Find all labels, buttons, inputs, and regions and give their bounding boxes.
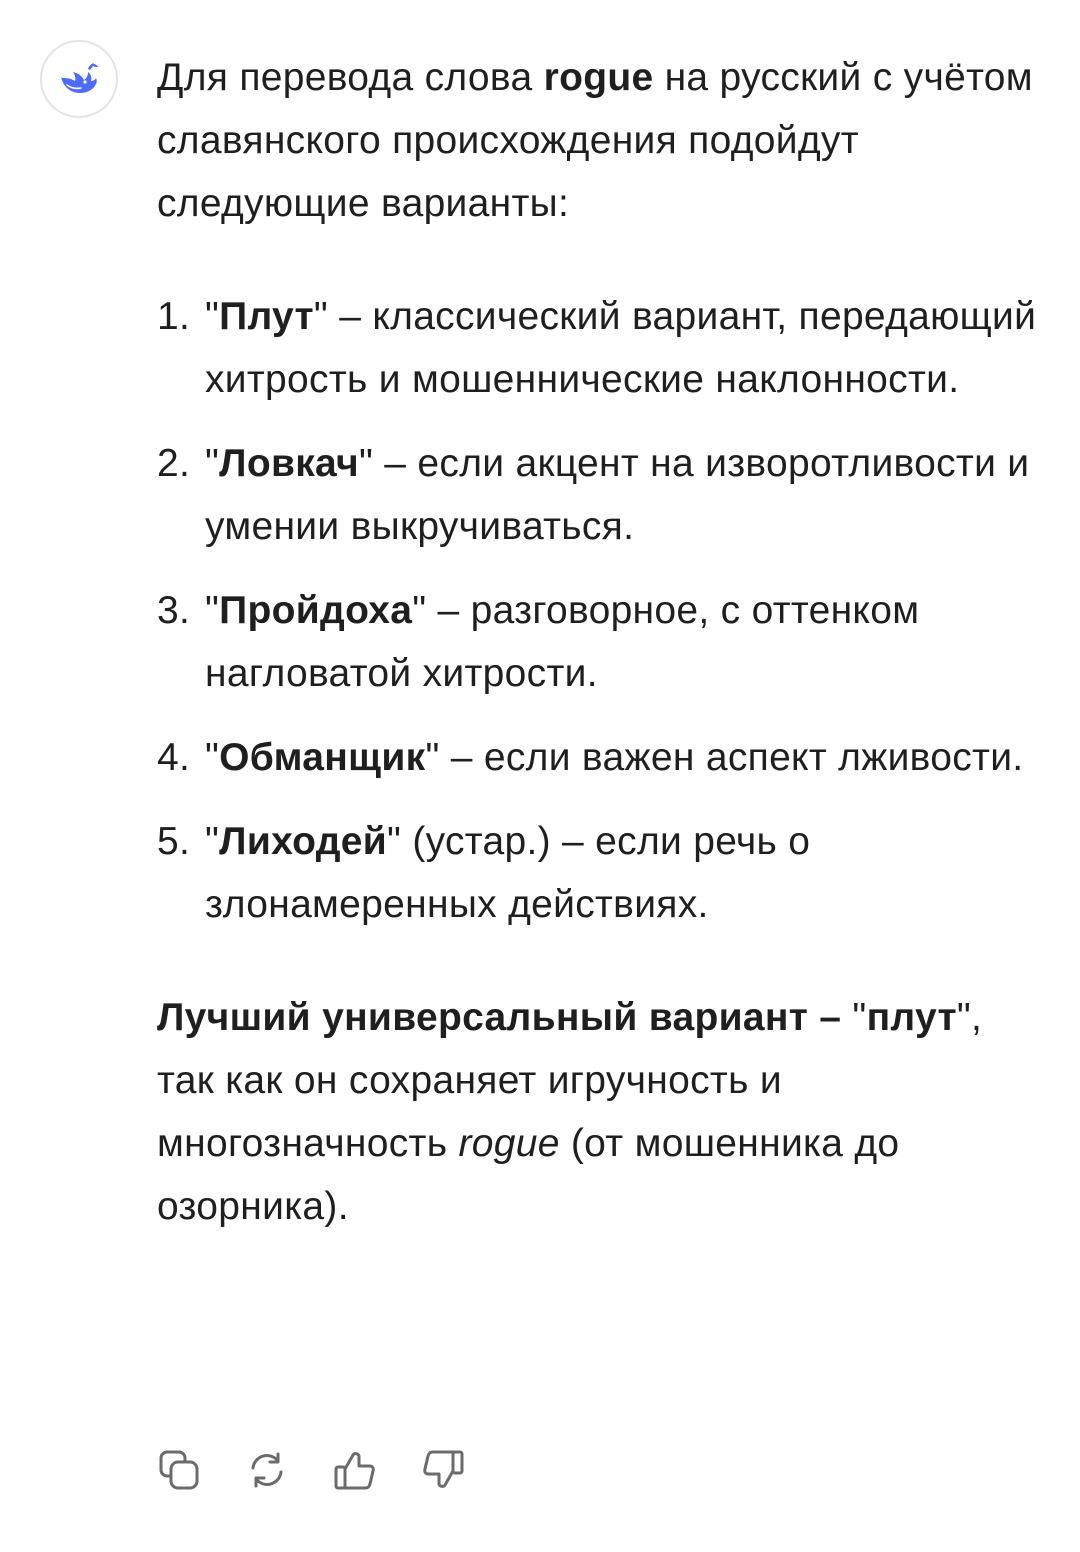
quote-mark: " <box>841 996 867 1039</box>
list-item-number: 2. <box>157 442 191 485</box>
list-item <box>157 810 1037 936</box>
like-button[interactable] <box>333 1448 377 1492</box>
intro-bold-word: rogue <box>543 56 654 99</box>
variant-word: Ловкач <box>219 442 359 485</box>
refresh-icon <box>245 1448 289 1492</box>
assistant-message <box>157 46 1037 1238</box>
variant-word: Пройдоха <box>219 589 413 632</box>
thumbs-up-icon <box>333 1448 377 1492</box>
quote-mark: " <box>956 996 972 1039</box>
copy-button[interactable] <box>157 1448 201 1492</box>
conclusion-lead: Лучший универсальный вариант – <box>157 996 842 1039</box>
list-item-number: 1. <box>157 295 191 338</box>
variant-description: (устар.) – если речь о злонамеренных действиях. <box>205 820 811 926</box>
variant-description: – разговорное, с оттенком нагловатой хитрости. <box>205 589 920 695</box>
quote-mark: " <box>359 442 374 485</box>
quote-mark: " <box>205 295 220 338</box>
quote-mark: " <box>205 442 220 485</box>
list-item-number: 5. <box>157 820 191 863</box>
conclusion-text: , так как он сохраняет игручность и многозначность <box>157 996 983 1165</box>
list-item <box>157 726 1037 789</box>
deepseek-whale-icon <box>55 55 103 103</box>
assistant-avatar <box>40 40 118 118</box>
conclusion-text-end: (от мошенника до озорника). <box>157 1122 900 1228</box>
list-item <box>157 285 1037 411</box>
variant-description: – если акцент на изворотливости и умении выкручиваться. <box>205 442 1030 548</box>
regenerate-button[interactable] <box>245 1448 289 1492</box>
copy-icon <box>157 1448 201 1492</box>
quote-mark: " <box>387 820 402 863</box>
quote-mark: " <box>205 736 220 779</box>
conclusion-paragraph <box>157 986 1037 1238</box>
conclusion-italic-word: rogue <box>458 1122 560 1165</box>
variant-word: Лиходей <box>219 820 388 863</box>
variant-description: – если важен аспект лживости. <box>439 736 1024 779</box>
intro-text: Для перевода слова <box>157 56 544 99</box>
variant-description: – классический вариант, передающий хитрость и мошеннические наклонности. <box>205 295 1037 401</box>
thumbs-down-icon <box>421 1448 465 1492</box>
conclusion-bold-word: плут <box>866 996 957 1039</box>
list-item-number: 3. <box>157 589 191 632</box>
quote-mark: " <box>205 589 220 632</box>
quote-mark: " <box>313 295 329 338</box>
quote-mark: " <box>412 589 427 632</box>
list-item <box>157 579 1037 705</box>
quote-mark: " <box>425 736 440 779</box>
message-actions <box>157 1448 465 1492</box>
list-item <box>157 432 1037 558</box>
dislike-button[interactable] <box>421 1448 465 1492</box>
variant-word: Плут <box>219 295 314 338</box>
variant-word: Обманщик <box>219 736 426 779</box>
quote-mark: " <box>205 820 220 863</box>
intro-paragraph <box>157 46 1037 235</box>
variants-list <box>157 285 1037 936</box>
list-item-number: 4. <box>157 736 191 779</box>
intro-text-end: на русский с учётом славянского происхождения подойдут следующие варианты: <box>157 56 1033 225</box>
